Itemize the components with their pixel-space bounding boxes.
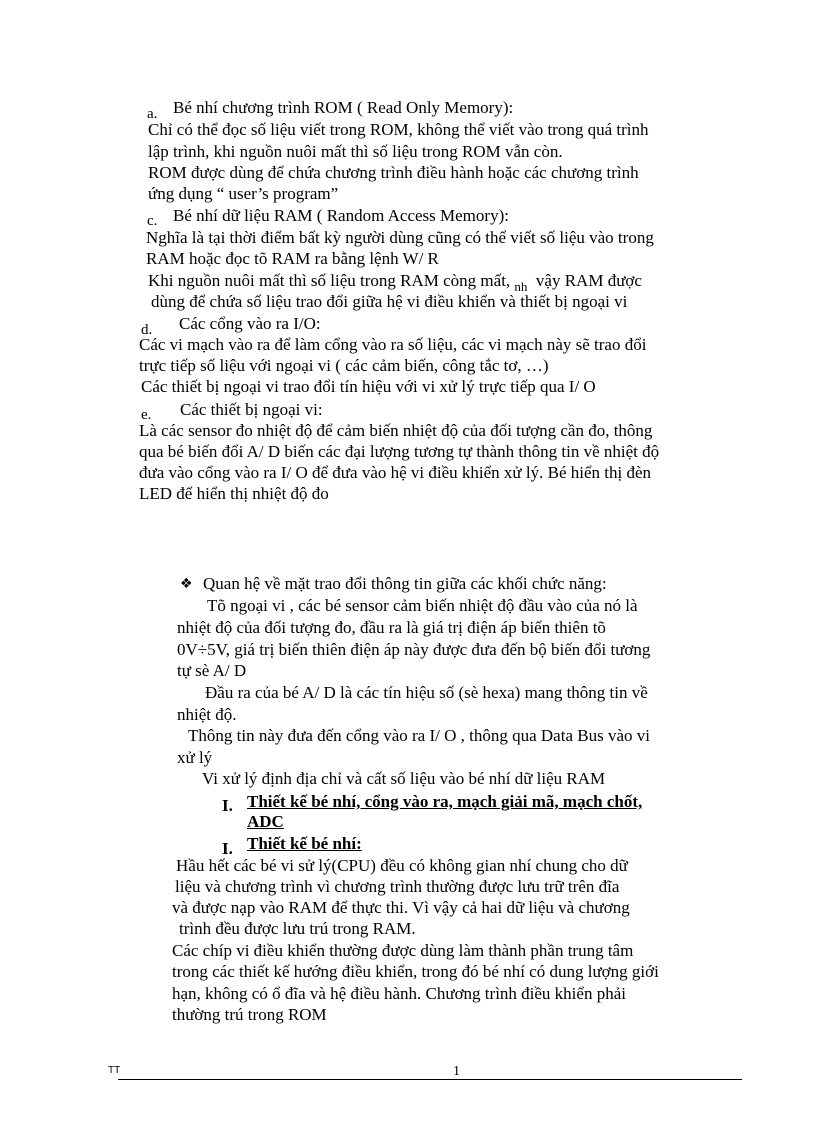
section-d-heading: Các cổng vào ra I/O:	[179, 314, 321, 333]
relation-heading: Quan hệ về mặt trao đổi thông tin giữa các khối chức năng:	[203, 574, 607, 593]
text-line: Các chíp vi điều khiển thường được dùng làm thành phần trung tâm	[172, 941, 634, 960]
text-line: Vi xử lý định địa chỉ và cất số liệu vào bé nhí dữ liệu RAM	[202, 769, 606, 788]
footer-author-initials: TT	[108, 1065, 121, 1076]
design-heading-line2: ADC	[247, 812, 284, 831]
section-c-marker: c.	[147, 213, 158, 229]
text-line: qua bé biến đổi A/ D biến các đại lượng tương tự thành thông tin về nhiệt độ	[139, 442, 660, 461]
text-line: nhiệt độ.	[177, 705, 237, 724]
text-line: nhiệt độ của đối tượng đo, đầu ra là giá trị điện áp biến thiên tõ	[177, 618, 606, 637]
section-e-marker: e.	[141, 407, 152, 423]
section-c-heading: Bé nhí dữ liệu RAM ( Random Access Memory):	[173, 206, 509, 225]
text-line: tự sè A/ D	[177, 661, 247, 680]
section-a-heading: Bé nhí chương trình ROM ( Read Only Memory):	[173, 98, 514, 117]
text-line: Các vi mạch vào ra để làm cổng vào ra số liệu, các vi mạch này sẽ trao đổi	[139, 335, 647, 354]
text-line: đưa vào cổng vào ra I/ O để đưa vào hệ vi điều khiển xử lý. Bé hiển thị đèn	[139, 463, 652, 482]
text-line: Thông tin này đưa đến cổng vào ra I/ O , thông qua Data Bus vào vi	[188, 726, 650, 745]
design-subheading-marker: I.	[222, 839, 233, 858]
text-line: trình đều được lưu trú trong RAM.	[179, 919, 416, 938]
text-line: Là các sensor đo nhiệt độ để cảm biến nhiệt độ của đối tượng cần đo, thông	[139, 421, 653, 440]
section-a-marker: a.	[147, 106, 158, 122]
text-fragment: Khi nguồn nuôi mất thì số liệu trong RAM còng mất,	[148, 271, 511, 290]
text-line: Các thiết bị ngoại vi trao đổi tín hiệu với vi xử lý trực tiếp qua I/ O	[141, 377, 596, 396]
text-line: thường trú trong ROM	[172, 1005, 327, 1024]
text-fragment: vậy RAM được	[535, 271, 642, 290]
text-line: 0V÷5V, giá trị biến thiên điện áp này được đưa đến bộ biến đổi tương	[177, 640, 651, 659]
design-subheading: Thiết kế bé nhí:	[247, 834, 362, 853]
bullet-diamond-icon: ❖	[180, 576, 193, 592]
design-heading-line1: Thiết kế bé nhí, cổng vào ra, mạch giải mã, mạch chốt,	[247, 792, 643, 811]
design-heading-marker: I.	[222, 796, 233, 815]
text-line: Hầu hết các bé vi sử lý(CPU) đều có không gian nhí chung cho dữ	[176, 856, 628, 875]
text-line: lập trình, khi nguồn nuôi mất thì số liệu trong ROM vẫn còn.	[148, 142, 563, 161]
text-line: Nghĩa là tại thời điểm bất kỳ người dùng cũng có thể viết số liệu vào trong	[146, 228, 654, 247]
text-line: LED để hiển thị nhiệt độ đo	[139, 484, 329, 503]
text-line: ứng dụng “ user’s program”	[148, 184, 339, 203]
text-line: ROM được dùng để chứa chương trình điều hành hoặc các chương trình	[148, 163, 639, 182]
text-line: dùng để chứa số liệu trao đổi giữa hệ vi điều khiển và thiết bị ngoại vi	[151, 292, 628, 311]
text-line: RAM hoặc đọc tõ RAM ra bằng lệnh W/ R	[146, 249, 439, 268]
text-line: và được nạp vào RAM để thực thi. Vì vậy cả hai dữ liệu và chương	[172, 898, 630, 917]
text-line: trong các thiết kế hướng điều khiển, trong đó bé nhí có dung lượng giới	[172, 962, 659, 981]
page-number: 1	[453, 1064, 460, 1079]
section-d-marker: d.	[141, 322, 153, 338]
text-line: Chỉ có thể đọc số liệu viết trong ROM, không thể viết vào trong quá trình	[148, 120, 649, 139]
footer-rule	[118, 1079, 742, 1080]
text-line: trực tiếp số liệu với ngoại vi ( các cảm biến, công tắc tơ, …)	[139, 356, 549, 375]
text-line: hạn, không có ổ đĩa và hệ điều hành. Chương trình điều khiển phải	[172, 984, 626, 1003]
text-line: liệu và chương trình vì chương trình thường được lưu trữ trên đĩa	[175, 877, 620, 896]
text-line: xử lý	[177, 748, 213, 767]
subscript-fragment: nh	[514, 279, 528, 294]
section-e-heading: Các thiết bị ngoại vi:	[180, 400, 323, 419]
text-line-with-subscript	[148, 271, 642, 292]
text-line: Đầu ra của bé A/ D là các tín hiệu số (sè hexa) mang thông tin về	[205, 683, 648, 702]
text-line: Tõ ngoại vi , các bé sensor cảm biến nhiệt độ đầu vào của nó là	[207, 596, 638, 615]
